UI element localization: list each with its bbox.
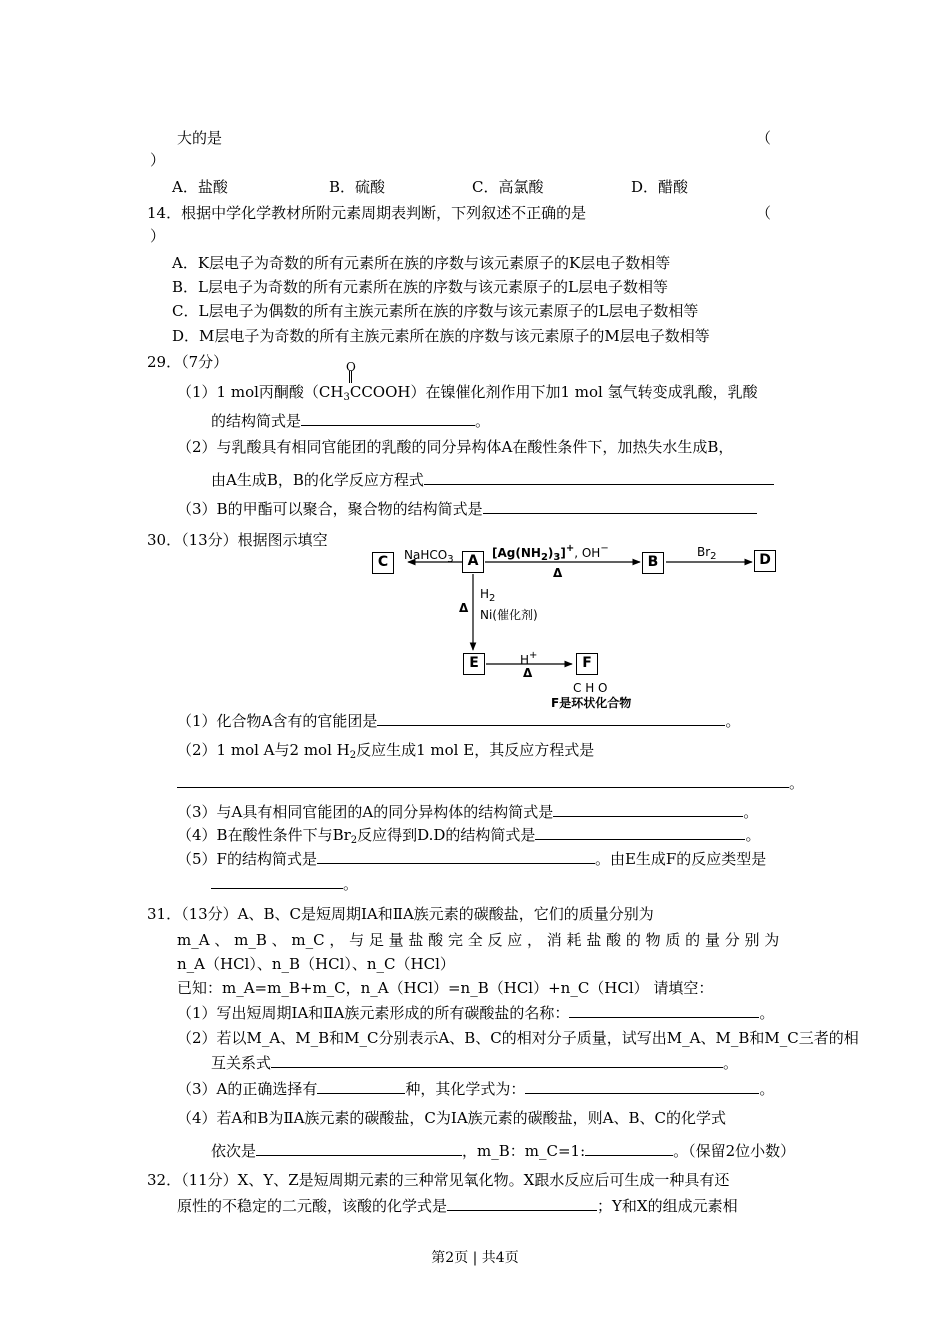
q31-p3-count-blank[interactable] xyxy=(317,1078,405,1094)
h2-text: H xyxy=(480,587,490,601)
br2-sub: 2 xyxy=(710,551,717,562)
h-plus-text: H xyxy=(520,653,530,667)
compound-a-box: A xyxy=(462,551,484,573)
q13-option-b: B．硫酸 xyxy=(329,178,386,196)
q31-p3-prompt: （3）A的正确选择有 xyxy=(177,1080,318,1098)
q14-bracket-open: （ xyxy=(756,204,772,222)
br2-text: Br xyxy=(697,545,711,559)
q29-p1-answer-blank[interactable] xyxy=(301,410,475,426)
compound-b-box: B xyxy=(642,552,664,574)
q29-p1-end: 。 xyxy=(475,412,491,430)
q29-part2-line2 xyxy=(211,469,774,490)
q31-p4-ratio-text: ，m_B：m_C=1: xyxy=(462,1142,586,1160)
q30-p1-answer-blank[interactable] xyxy=(377,710,725,726)
ag-sub-2: 3 xyxy=(553,552,561,563)
q31-p3-formula-blank[interactable] xyxy=(525,1078,759,1094)
q30-part4 xyxy=(177,824,760,851)
q31-known: 已知：m_A=m_B+m_C，n_A（HCl）=n_B（HCl）+n_C（HCl） 请填空： xyxy=(177,979,714,997)
q30-p1-end: 。 xyxy=(725,712,741,730)
q29-p3-prompt: （3）B的甲酯可以聚合，聚合物的结构简式是 xyxy=(177,500,483,518)
q30-part2-answer xyxy=(177,772,804,793)
q31-part1 xyxy=(177,1002,774,1023)
q32-line2-text: 原性的不稳定的二元酸，该酸的化学式是 xyxy=(177,1197,448,1215)
q31-line2: m_A 、 m_B 、 m_C ， 与 足 量 盐 酸 完 全 反 应 ， 消 耗 盐 酸 的 物 质 的 量 分 别 为 xyxy=(177,931,780,949)
heat-label-e-f: Δ xyxy=(523,666,533,680)
q31-p1-prompt: （1）写出短周期ⅠA和ⅡA族元素形成的所有碳酸盐的名称： xyxy=(177,1004,570,1022)
q30-part1 xyxy=(177,710,740,731)
q31-part2-line1: （2）若以M_A、M_B和M_C分别表示A、B、C的相对分子质量，试写出M_A、M_B和M_C三者的相 xyxy=(177,1029,859,1047)
q13-option-a: A．盐酸 xyxy=(172,178,228,196)
heat-label-a-e: Δ xyxy=(459,601,469,615)
q30-part5 xyxy=(177,848,766,869)
q30-p4-text-a: （4）B在酸性条件下与Br xyxy=(177,826,351,844)
ag-text-a: [Ag(NH xyxy=(492,546,541,560)
q29-part2-line1: （2）与乳酸具有相同官能团的乳酸的同分异构体A在酸性条件下，加热失水生成B， xyxy=(177,438,734,456)
q29-p3-answer-blank[interactable] xyxy=(483,498,757,514)
q30-p4-sub: 2 xyxy=(350,835,358,846)
q32-acid-formula-blank[interactable] xyxy=(447,1195,597,1211)
q14-bracket-close: ） xyxy=(150,227,166,245)
q14-option-a: A．K层电子为奇数的所有元素所在族的序数与该元素原子的K层电子数相等 xyxy=(172,254,671,272)
silver-ammonia-label xyxy=(492,542,609,565)
ag-text-end: ] xyxy=(560,546,566,560)
nahco3-sub: 3 xyxy=(447,554,454,565)
q30-p3-answer-blank[interactable] xyxy=(553,801,743,817)
q14-stem: 14．根据中学化学教材所附元素周期表判断，下列叙述不正确的是 xyxy=(147,204,587,222)
nahco3-label xyxy=(404,548,454,567)
ni-catalyst-label: Ni(催化剂) xyxy=(480,608,538,622)
q31-line3: n_A（HCl）、n_B（HCl）、n_C（HCl） xyxy=(177,955,455,973)
ag-sub-1: 2 xyxy=(540,552,548,563)
oh-text: , OH xyxy=(574,546,601,560)
q30-p3-end: 。 xyxy=(743,803,759,821)
q30-p3-prompt: （3）与A具有相同官能团的A的同分异构体的结构简式是 xyxy=(177,803,554,821)
ag-sup: + xyxy=(565,543,575,554)
q31-p2-prompt: 互关系式 xyxy=(211,1054,272,1072)
q31-p2-answer-blank[interactable] xyxy=(271,1052,723,1068)
q31-p3-end: 。 xyxy=(759,1080,775,1098)
q31-part2-line2 xyxy=(211,1052,738,1073)
q13-stem-tail: 大的是 xyxy=(177,129,223,147)
q30-p5-text-b: 。由E生成F的反应类型是 xyxy=(594,850,767,868)
br2-label xyxy=(697,545,717,564)
q30-part3 xyxy=(177,801,758,822)
nahco3-text: NaHCO xyxy=(404,548,448,562)
heat-label-a-b: Δ xyxy=(553,566,563,580)
carbonyl-oxygen: O xyxy=(346,360,356,374)
q30-p5-answer-blank[interactable] xyxy=(317,848,595,864)
q30-p1-prompt: （1）化合物A含有的官能团是 xyxy=(177,712,378,730)
q29-p1-text-b: CCOOH）在镍催化剂作用下加1 mol 氢气转变成乳酸，乳酸 xyxy=(349,383,758,401)
q30-p5-prompt: （5）F的结构简式是 xyxy=(177,850,317,868)
q30-p2-text-b: 反应生成1 mol E，其反应方程式是 xyxy=(356,741,595,759)
q30-p2-sub: 2 xyxy=(349,750,357,761)
q30-p4-end: 。 xyxy=(745,826,761,844)
q14-option-b: B．L层电子为奇数的所有元素所在族的序数与该元素原子的L层电子数相等 xyxy=(172,278,668,296)
q13-option-c: C．高氯酸 xyxy=(472,178,544,196)
q31-part4-line2 xyxy=(211,1140,795,1161)
q30-p2-answer-blank[interactable] xyxy=(177,772,789,788)
oh-sup: − xyxy=(600,543,609,554)
q14-option-d: D．M层电子为奇数的所有主族元素所在族的序数与该元素原子的M层电子数相等 xyxy=(172,327,710,345)
h-plus-label xyxy=(520,649,537,667)
q14-option-c: C．L层电子为偶数的所有主族元素所在族的序数与该元素原子的L层电子数相等 xyxy=(172,302,699,320)
q30-p4-answer-blank[interactable] xyxy=(535,824,745,840)
q30-part2 xyxy=(177,740,594,766)
q31-p4-ratio-blank[interactable] xyxy=(585,1140,673,1156)
q30-p5-reaction-type-blank[interactable] xyxy=(211,873,343,889)
q29-p1-sub: 3 xyxy=(343,392,350,403)
h-plus-sup: + xyxy=(529,650,538,661)
h2-sub: 2 xyxy=(489,593,496,604)
q30-p5-end: 。 xyxy=(343,875,359,893)
q30-p2-end: 。 xyxy=(789,774,805,792)
h2-label xyxy=(480,587,495,606)
q29-header: 29．（7分） xyxy=(147,353,229,371)
q29-p1-prompt: 的结构简式是 xyxy=(211,412,302,430)
q30-part5-line2 xyxy=(211,873,358,894)
q29-p2-answer-blank[interactable] xyxy=(424,469,774,485)
q29-p2-prompt: 由A生成B，B的化学反应方程式 xyxy=(211,471,424,489)
page-footer: 第2页 | 共4页 xyxy=(431,1250,519,1266)
compound-d-box: D xyxy=(754,550,776,572)
q13-option-d: D．醋酸 xyxy=(631,178,689,196)
q30-p2-text-a: （2）1 mol A与2 mol H xyxy=(177,741,350,759)
q30-header: 30．（13分）根据图示填空 xyxy=(147,531,328,549)
f-note-label: F是环状化合物 xyxy=(551,696,632,710)
q32-line2-end: ；Y和X的组成元素相 xyxy=(597,1197,738,1215)
q30-p4-text-b: 反应得到D.D的结构简式是 xyxy=(357,826,536,844)
compound-c-box: C xyxy=(372,552,394,574)
q31-p3-text-b: 种，其化学式为： xyxy=(405,1080,526,1098)
q31-part4-line1: （4）若A和B为ⅡA族元素的碳酸盐，C为ⅠA族元素的碳酸盐，则A、B、C的化学式 xyxy=(177,1109,726,1127)
q29-part3 xyxy=(177,498,757,519)
q31-p1-end: 。 xyxy=(759,1004,775,1022)
reaction-diagram xyxy=(370,542,790,717)
q31-p1-answer-blank[interactable] xyxy=(569,1002,759,1018)
q31-line1: 31．（13分）A、B、C是短周期ⅠA和ⅡA族元素的碳酸盐，它们的质量分别为 xyxy=(147,905,654,923)
q31-p4-end: 。（保留2位小数） xyxy=(673,1142,796,1160)
q29-part1-line2 xyxy=(211,410,490,431)
q31-p4-formula-blank[interactable] xyxy=(256,1140,462,1156)
q13-bracket-open: （ xyxy=(756,129,772,147)
ag-text-mid: ) xyxy=(547,546,554,560)
compound-e-box: E xyxy=(463,653,485,675)
q31-p4-prompt: 依次是 xyxy=(211,1142,257,1160)
q32-line2 xyxy=(177,1195,738,1216)
q32-line1: 32．（11分）X、Y、Z是短周期元素的三种常见氧化物。X跟水反应后可生成一种具有还 xyxy=(147,1171,730,1189)
q29-p1-text-a: （1）1 mol丙酮酸（CH xyxy=(177,383,344,401)
compound-f-box: F xyxy=(576,653,598,675)
f-formula-label: C H O xyxy=(573,681,608,695)
q29-part1-line1 xyxy=(177,382,758,408)
q13-bracket-close: ） xyxy=(150,151,166,169)
q31-p2-end: 。 xyxy=(723,1054,739,1072)
q31-part3 xyxy=(177,1078,774,1099)
